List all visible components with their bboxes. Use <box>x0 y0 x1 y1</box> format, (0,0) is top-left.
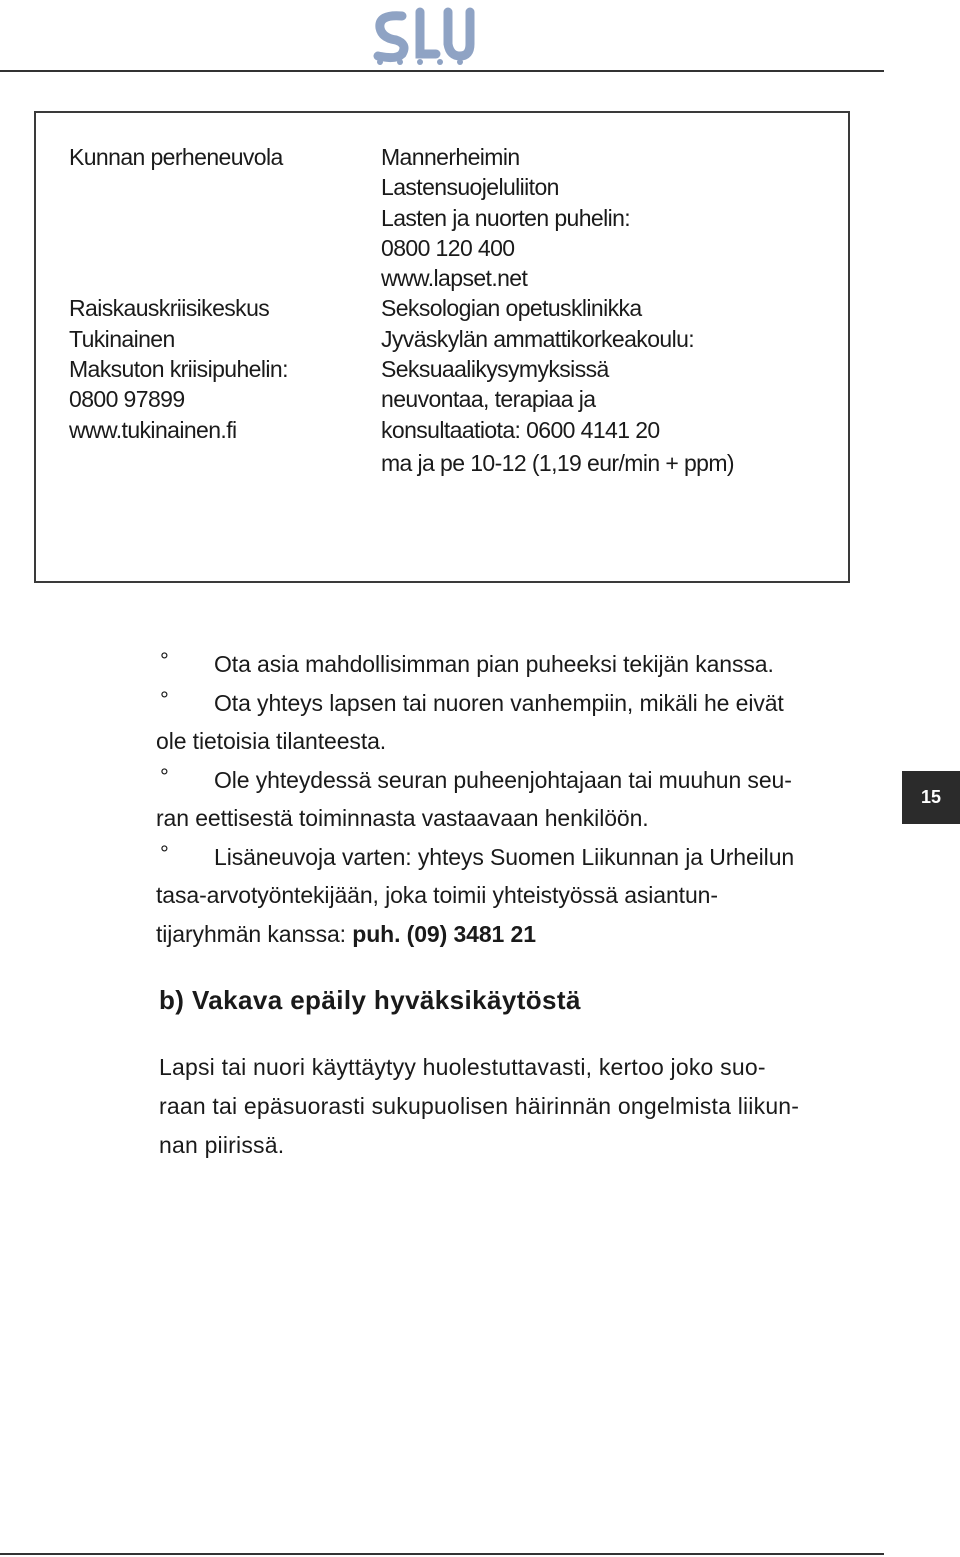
contact-line: Raiskauskriisikeskus <box>69 295 270 322</box>
paragraph-line: nan piirissä. <box>159 1132 285 1158</box>
contact-right-column <box>381 142 841 478</box>
page-number-tab <box>902 771 960 824</box>
contact-line: Lastensuojeluliiton <box>381 174 559 201</box>
paragraph-line: Lapsi tai nuori käyttäytyy huolestuttavasti, kertoo joko suo- <box>159 1054 766 1080</box>
header-divider <box>0 70 884 72</box>
paragraph-line: raan tai epäsuorasti sukupuolisen häirinnän ongelmista liikun- <box>159 1093 800 1119</box>
degree-bullet-icon: ° <box>160 763 169 789</box>
list-item-text-part: tijaryhmän kanssa: <box>156 920 353 947</box>
list-item-text: Ota asia mahdollisimman pian puheeksi tekijän kanssa. <box>214 651 774 677</box>
contact-line: Seksologian opetusklinikka <box>381 295 642 322</box>
footer-divider <box>0 1553 884 1555</box>
list-item <box>156 761 895 838</box>
contact-line <box>69 172 369 202</box>
contact-line: Mannerheimin <box>381 144 520 170</box>
contact-line <box>69 203 369 233</box>
list-item <box>156 684 895 761</box>
contact-line: www.tukinainen.fi <box>69 416 237 443</box>
contact-line: Kunnan perheneuvola <box>69 144 283 170</box>
list-item-text <box>156 915 895 954</box>
page-number: 15 <box>920 787 942 807</box>
list-item-text: ran eettisestä toiminnasta vastaavaan henkilöön. <box>156 805 649 831</box>
body-paragraph <box>159 1048 885 1165</box>
contact-line: neuvontaa, terapiaa ja <box>381 386 596 413</box>
contact-line: Tukinainen <box>69 325 175 352</box>
list-item-text: Ota yhteys lapsen tai nuoren vanhempiin, mikäli he eivät <box>214 689 784 716</box>
contact-line: ma ja pe 10-12 (1,19 eur/min + ppm) <box>381 449 734 476</box>
contact-line <box>69 233 369 263</box>
list-item <box>156 838 895 954</box>
degree-bullet-icon: ° <box>160 648 169 673</box>
phone-number: puh. (09) 3481 21 <box>352 920 536 947</box>
contact-line: Maksuton kriisipuhelin: <box>69 356 288 383</box>
degree-bullet-icon: ° <box>160 686 169 712</box>
degree-bullet-icon: ° <box>160 840 169 866</box>
list-item-text: Ole yhteydessä seuran puheenjohtajaan tai muuhun seu- <box>214 766 792 793</box>
contact-line: Jyväskylän ammattikorkeakoulu: <box>381 325 695 352</box>
section-heading: b) Vakava epäily hyväksikäytöstä <box>159 985 581 1015</box>
slu-logo <box>368 4 478 66</box>
contact-line: konsultaatiota: 0600 4141 20 <box>381 416 660 443</box>
list-item-text: tasa-arvotyöntekijään, joka toimii yhteistyössä asiantun- <box>156 882 718 908</box>
contact-info-box <box>34 111 850 583</box>
contact-left-column <box>69 142 369 445</box>
contact-line: 0800 97899 <box>69 386 185 413</box>
contact-line: 0800 120 400 <box>381 234 515 261</box>
contact-line: Seksuaalikysymyksissä <box>381 356 609 383</box>
advice-list <box>156 645 895 953</box>
list-item-text: ole tietoisia tilanteesta. <box>156 728 387 754</box>
contact-line: Lasten ja nuorten puhelin: <box>381 204 631 231</box>
contact-line: www.lapset.net <box>381 265 528 292</box>
list-item-text: Lisäneuvoja varten: yhteys Suomen Liikunnan ja Urheilun <box>214 843 795 870</box>
list-item <box>160 645 895 684</box>
contact-line <box>69 263 369 293</box>
